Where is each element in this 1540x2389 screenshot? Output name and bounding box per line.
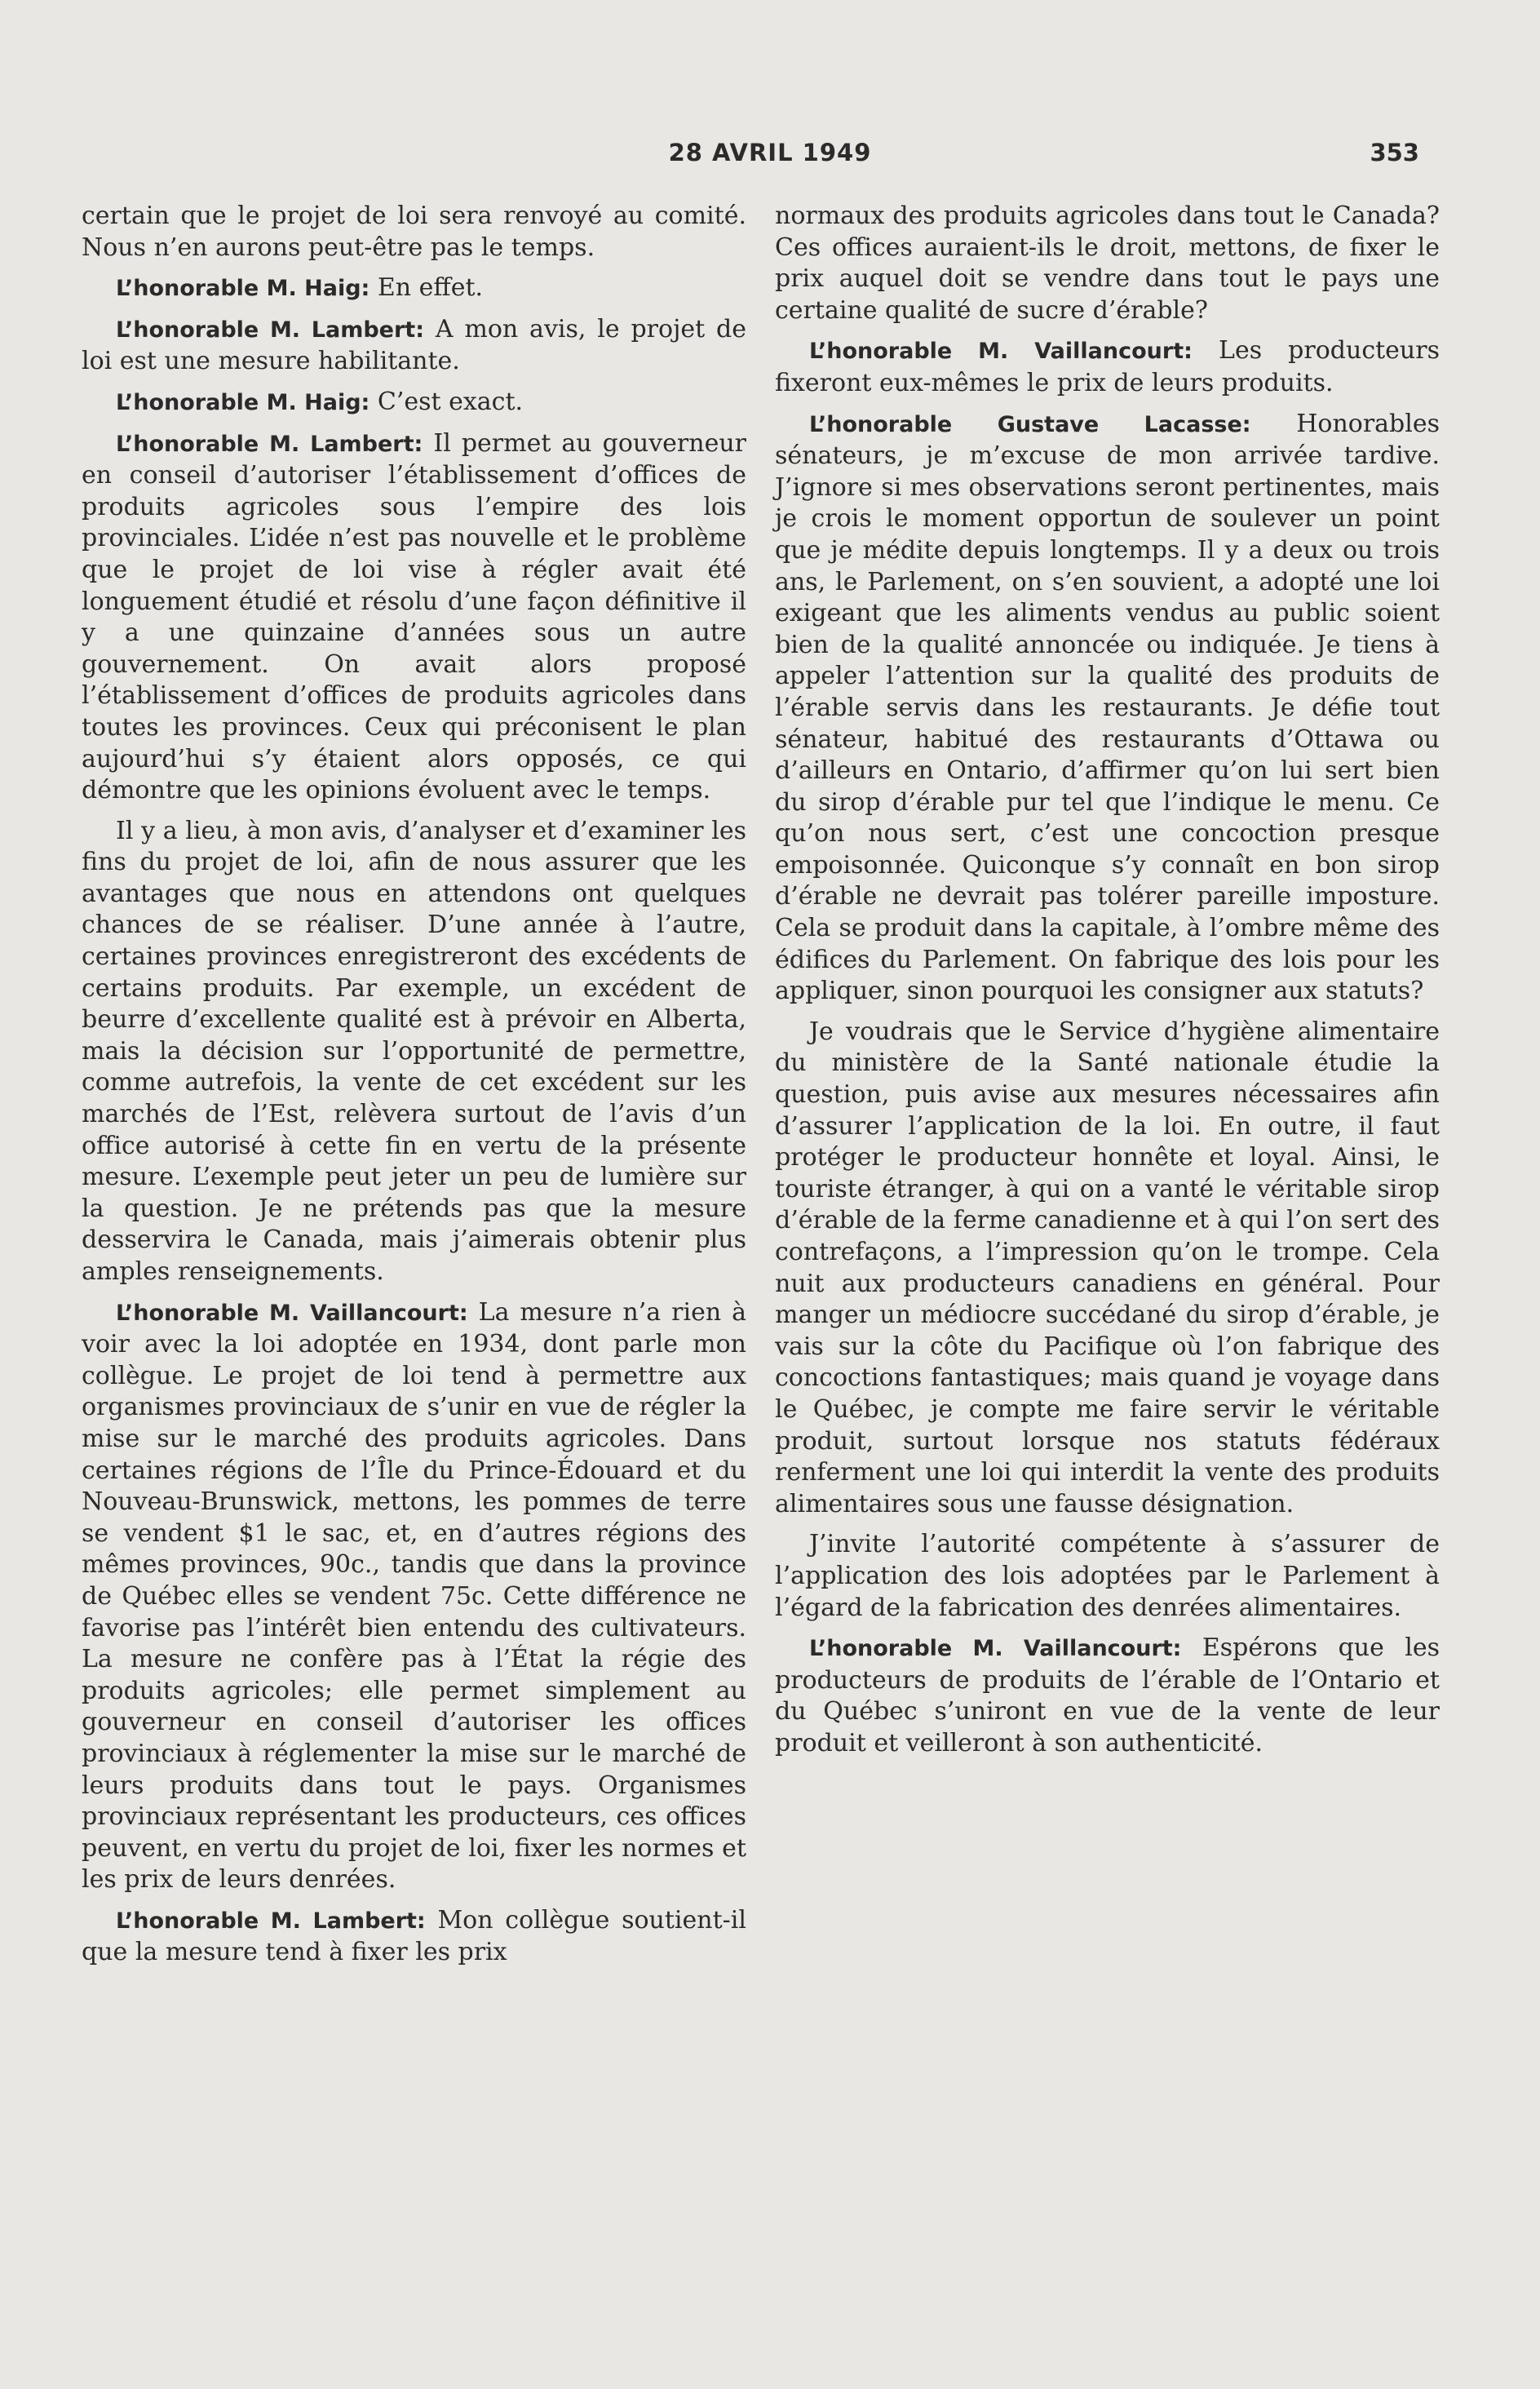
paragraph-text: Il permet au gouverneur en conseil d’autoriser l’établissement d’offices de produits agricoles sous l’empire des lois provinciales. L’idée n’est pas nouvelle et le problème que le projet de loi vise à régler avait été longuement étudié et résolu d’une façon définitive il y a une quinzaine d’années sous un autre gouvernement. On avait alors proposé l’établissement d’offices de produits agricoles dans toutes les provinces. Ceux qui préconisent le plan aujourd’hui s’y étaient alors opposés, ce qui démontre que les opinions évoluent avec le temps. (82, 428, 747, 805)
paragraph (775, 1529, 1440, 1624)
speaker-name: L’honorable Gustave Lacasse: (809, 411, 1251, 437)
right-column (775, 201, 1440, 1769)
paragraph-text: En effet. (377, 273, 484, 303)
paragraph (82, 273, 746, 305)
paragraph (775, 1633, 1440, 1759)
paragraph-text: Espérons que les producteurs de produits de l’érable de l’Ontario et du Québec s’uniront en vue de la vente de leur produit et veilleront à son authenticité. (775, 1633, 1440, 1757)
paragraph-text: certain que le projet de loi sera renvoyé au comité. Nous n’en aurons peut-être pas le temps. (82, 202, 746, 262)
speaker-name: L’honorable M. Vaillancourt: (809, 339, 1193, 365)
speaker-name: L’honorable M. Lambert: (116, 1908, 426, 1934)
left-column (82, 201, 746, 1978)
paragraph-text: A mon avis, le projet de loi est une mesure habilitante. (82, 314, 746, 376)
paragraph (82, 314, 746, 378)
page-date-header: 28 AVRIL 1949 (668, 139, 872, 166)
speaker-name: L’honorable M. Lambert: (116, 317, 424, 343)
paragraph (82, 428, 746, 807)
speaker-name: L’honorable M. Haig: (116, 276, 370, 302)
paragraph-text: Mon collègue soutient-il que la mesure tend à fixer les prix (82, 1905, 746, 1967)
paragraph-text: Honorables sénateurs, je m’excuse de mon arrivée tardive. J’ignore si mes observations seront pertinentes, mais je crois le moment opportun de soulever un point que je médite depuis longtemps. Il y a deux ou trois ans, le Parlement, on s’en souvient, a adopté une loi exigeant que les aliments vendus au public soient bien de la qualité annoncée ou indiquée. Je tiens à appeler l’attention sur la qualité des produits de l’érable servis dans les restaurants. Je défie tout sénateur, habitué des restaurants d’Ottawa ou d’ailleurs en Ontario, d’affirmer qu’on lui sert bien du sirop d’érable pur tel que l’indique le menu. Ce qu’on nous sert, c’est une concoction presque empoisonnée. Quiconque s’y connaît en bon sirop d’érable ne devrait pas tolérer pareille imposture. Cela se produit dans la capitale, à l’ombre même des édifices du Parlement. On fabrique des lois pour les appliquer, sinon pourquoi les consigner aux statuts? (775, 409, 1440, 1006)
speaker-name: L’honorable M. Vaillancourt: (809, 1636, 1182, 1662)
speaker-name: L’honorable M. Haig: (116, 389, 370, 415)
paragraph (775, 201, 1440, 326)
page-number: 353 (1370, 139, 1419, 166)
paragraph-text: C’est exact. (377, 387, 524, 416)
paragraph-text: Je voudrais que le Service d’hygiène alimentaire du ministère de la Santé nationale étudie la question, puis avise aux mesures nécessaires afin d’assurer l’application de la loi. En outre, il faut protéger le producteur honnête et loyal. Ainsi, le touriste étranger, à qui on a vanté le véritable sirop d’érable de la ferme canadienne et à qui l’on sert des contrefaçons, a l’impression qu’on le trompe. Cela nuit aux producteurs canadiens en général. Pour manger un médiocre succédané du sirop d’érable, je vais sur la côte du Pacifique où l’on fabrique des concoctions fantastiques; mais quand je voyage dans le Québec, je compte me faire servir le véritable produit, surtout lorsque nos statuts fédéraux renferment une loi qui interdit la vente des produits alimentaires sous une fausse désignation. (775, 1017, 1440, 1518)
paragraph (775, 1017, 1440, 1521)
paragraph-text: Les producteurs fixeront eux-mêmes le prix de leurs produits. (775, 336, 1440, 397)
paragraph (775, 409, 1440, 1008)
paragraph-text: La mesure n’a rien à voir avec la loi adoptée en 1934, dont parle mon collègue. Le projet de loi tend à permettre aux organismes provinciaux de s’unir en vue de régler la mise sur le marché des produits agricoles. Dans certaines régions de l’Île du Prince-Édouard et du Nouveau-Brunswick, mettons, les pommes de terre se vendent $1 le sac, et, en d’autres régions des mêmes provinces, 90c., tandis que dans la province de Québec elles se vendent 75c. Cette différence ne favorise pas l’intérêt bien entendu des cultivateurs. La mesure ne confère pas à l’État la régie des produits agricoles; elle permet simplement au gouverneur en conseil d’autoriser les offices provinciaux à réglementer la mise sur le marché de leurs produits dans tout le pays. Organismes provinciaux représentant les producteurs, ces offices peuvent, en vertu du projet de loi, fixer les normes et les prix de leurs denrées. (82, 1297, 747, 1895)
speaker-name: L’honorable M. Lambert: (116, 431, 423, 457)
paragraph (82, 1905, 746, 1969)
speaker-name: L’honorable M. Vaillancourt: (116, 1300, 468, 1326)
paragraph (82, 387, 746, 419)
paragraph-text: normaux des produits agricoles dans tout le Canada? Ces offices auraient-ils le droit, mettons, de fixer le prix auquel doit se vendre dans tout le pays une certaine qualité de sucre d’érable? (775, 202, 1440, 325)
paragraph (82, 201, 746, 264)
paragraph (775, 335, 1440, 399)
paragraph (82, 1297, 746, 1896)
paragraph (82, 816, 746, 1288)
paragraph-text: J’invite l’autorité compétente à s’assurer de l’application des lois adoptées par le Parlement à l’égard de la fabrication des denrées alimentaires. (775, 1530, 1440, 1622)
paragraph-text: Il y a lieu, à mon avis, d’analyser et d’examiner les fins du projet de loi, afin de nous assurer que les avantages que nous en attendons ont quelques chances de se réaliser. D’une année à l’autre, certaines provinces enregistreront des excédents de certains produits. Par exemple, un excédent de beurre d’excellente qualité est à prévoir en Alberta, mais la décision sur l’opportunité de permettre, comme autrefois, la vente de cet excédent sur les marchés de l’Est, relèvera surtout de l’avis d’un office autorisé à cette fin en vertu de la présente mesure. L’exemple peut jeter un peu de lumière sur la question. Je ne prétends pas que la mesure desservira le Canada, mais j’aimerais obtenir plus amples renseignements. (82, 816, 746, 1286)
